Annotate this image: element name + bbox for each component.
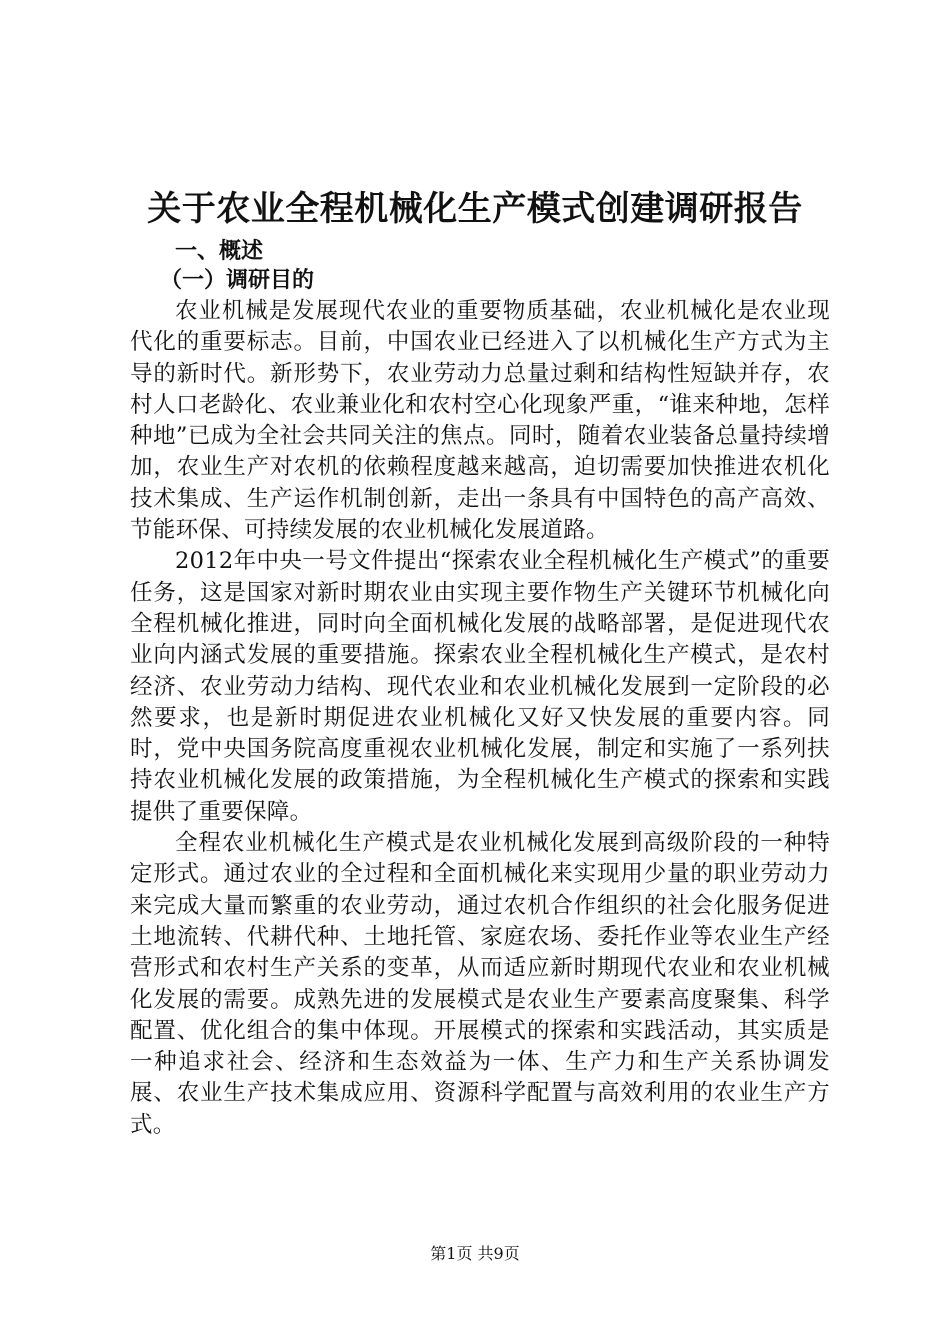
- document-title: 关于农业全程机械化生产模式创建调研报告: [147, 189, 803, 229]
- subsection-heading: （一）调研目的: [160, 268, 315, 293]
- body-paragraph-3: 全程农业机械化生产模式是农业机械化发展到高级阶段的一种特定形式。通过农业的全过程和全面机械化来实现用少量的职业劳动力来完成大量而繁重的农业劳动，通过农机合作组织的社会化服务促进土地流转、代耕代种、土地托管、家庭农场、委托作业等农业生产经营形式和农村生产关系的变革，从而适应新时期现代农业和农业机械化发展的需要。成熟先进的发展模式是农业生产要素高度聚集、科学配置、优化组合的集中体现。开展模式的探索和实践活动，其实质是一种追求社会、经济和生态效益为一体、生产力和生产关系协调发展、农业生产技术集成应用、资源科学配置与高效利用的农业生产方式。: [130, 830, 830, 1138]
- body-paragraph-2: 2012年中央一号文件提出“探索农业全程机械化生产模式”的重要任务，这是国家对新时期农业由实现主要作物生产关键环节机械化向全程机械化推进，同时向全面机械化发展的战略部署，是促进现代农业向内涵式发展的重要措施。探索农业全程机械化生产模式，是农村经济、农业劳动力结构、现代农业和农业机械化发展到一定阶段的必然要求，也是新时期促进农业机械化又好又快发展的重要内容。同时，党中央国务院高度重视农业机械化发展，制定和实施了一系列扶持农业机械化发展的政策措施，为全程机械化生产模式的探索和实践提供了重要保障。: [130, 548, 830, 825]
- section-heading: 一、概述: [175, 239, 264, 264]
- document-body: [130, 296, 830, 1141]
- body-paragraph-1: 农业机械是发展现代农业的重要物质基础，农业机械化是农业现代化的重要标志。目前，中国农业已经进入了以机械化生产方式为主导的新时代。新形势下，农业劳动力总量过剩和结构性短缺并存，农村人口老龄化、农业兼业化和农村空心化现象严重，“谁来种地，怎样种地”已成为全社会共同关注的焦点。同时，随着农业装备总量持续增加，农业生产对农机的依赖程度越来越高，迫切需要加快推进农机化技术集成、生产运作机制创新，走出一条具有中国特色的高产高效、节能环保、可持续发展的农业机械化发展道路。: [130, 298, 830, 544]
- page-footer: 第1页 共9页: [430, 1244, 520, 1263]
